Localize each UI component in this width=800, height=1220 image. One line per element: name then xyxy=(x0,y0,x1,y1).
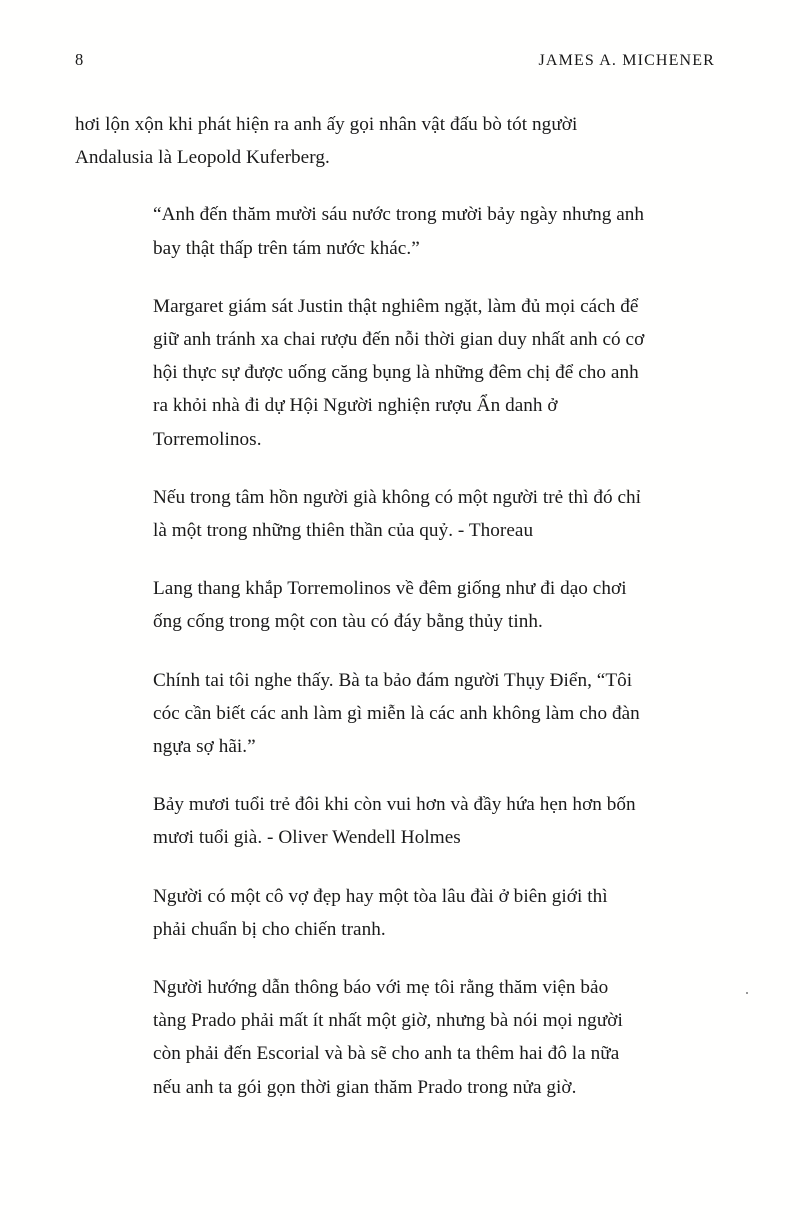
paragraph: hơi lộn xộn khi phát hiện ra anh ấy gọi nhân vật đấu bò tót người Andalusia là Leopold Kuferberg. xyxy=(75,114,578,169)
page-number: 8 xyxy=(75,50,84,69)
page-body xyxy=(75,108,645,1129)
paragraph: Người hướng dẫn thông báo với mẹ tôi rằng thăm viện bảo tàng Prado phải mất ít nhất một giờ, nhưng bà nói mọi người còn phải đến Escorial và bà sẽ cho anh ta thêm hai đô la nữa nếu anh ta gói gọn thời gian thăm Prado trong nửa giờ. xyxy=(153,977,623,1098)
paragraph: “Anh đến thăm mười sáu nước trong mười bảy ngày nhưng anh bay thật thấp trên tám nước khác.” xyxy=(153,204,645,259)
paragraph: Margaret giám sát Justin thật nghiêm ngặt, làm đủ mọi cách để giữ anh tránh xa chai rượu đến nỗi thời gian duy nhất anh có cơ hội thực sự được uống căng bụng là những đêm chị để cho anh ra khỏi nhà đi dự Hội Người nghiện rượu Ẩn danh ở Torremolinos. xyxy=(153,295,645,450)
paragraph: Lang thang khắp Torremolinos về đêm giống như đi dạo chơi ống cống trong một con tàu có đáy bằng thủy tinh. xyxy=(153,578,627,633)
paragraph: Bảy mươi tuổi trẻ đôi khi còn vui hơn và đầy hứa hẹn hơn bốn mươi tuổi già. - Oliver Wendell Holmes xyxy=(153,794,636,849)
paragraph: Người có một cô vợ đẹp hay một tòa lâu đài ở biên giới thì phải chuẩn bị cho chiến tranh. xyxy=(153,885,608,940)
paper-speck xyxy=(746,992,748,994)
page-header xyxy=(75,50,715,76)
paragraph: Chính tai tôi nghe thấy. Bà ta bảo đám người Thụy Điển, “Tôi cóc cần biết các anh làm gì miễn là các anh không làm cho đàn ngựa sợ hãi.” xyxy=(153,669,640,758)
paragraph: Nếu trong tâm hồn người già không có một người trẻ thì đó chỉ là một trong những thiên thần của quỷ. - Thoreau xyxy=(153,486,642,542)
running-head: JAMES A. MICHENER xyxy=(538,52,715,69)
